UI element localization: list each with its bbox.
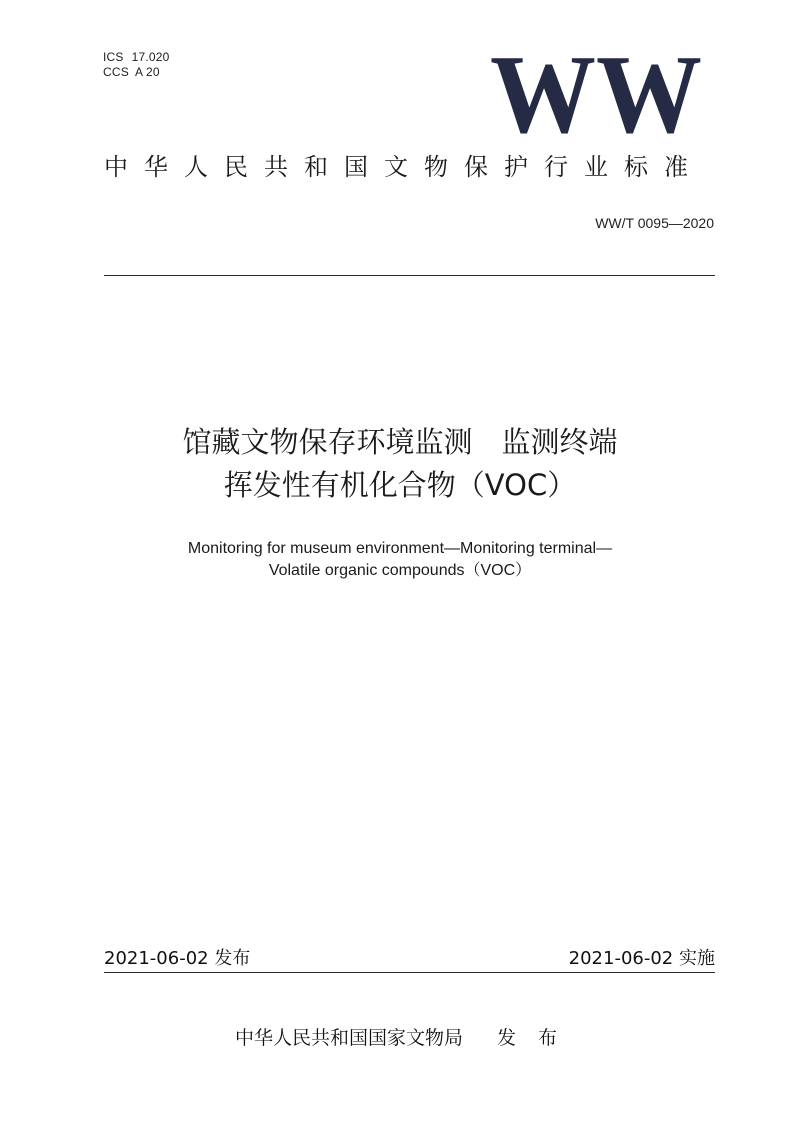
ccs-code: A 20 <box>134 65 160 79</box>
ccs-line <box>103 65 160 80</box>
issuer-name: 中华人民共和国国家文物局 <box>234 1027 463 1049</box>
release-date: 2021-06-02 发布 <box>104 948 251 969</box>
issuer <box>0 1025 800 1051</box>
issuer-action: 发 布 <box>496 1027 566 1049</box>
ww-logo-text: WW <box>490 36 702 136</box>
title-cn-line1: 馆藏文物保存环境监测 监测终端 <box>182 425 618 459</box>
ww-logo <box>488 36 704 136</box>
title-en-line1: Monitoring for museum environment—Monitoring terminal— <box>187 540 613 557</box>
ics-code: 17.020 <box>131 50 170 64</box>
footer-divider <box>104 972 715 973</box>
org-title: 中华人民共和国文物保护行业标准 <box>104 153 704 181</box>
ics-line <box>103 50 170 65</box>
ics-label: ICS <box>103 50 124 64</box>
ccs-label: CCS <box>103 65 129 79</box>
header-divider <box>104 275 715 276</box>
implement-date: 2021-06-02 实施 <box>568 948 715 969</box>
title-cn-line2: 挥发性有机化合物（VOC） <box>223 468 577 502</box>
title-en-line2: Volatile organic compounds（VOC） <box>268 562 532 579</box>
standard-number: WW/T 0095—2020 <box>595 215 714 231</box>
